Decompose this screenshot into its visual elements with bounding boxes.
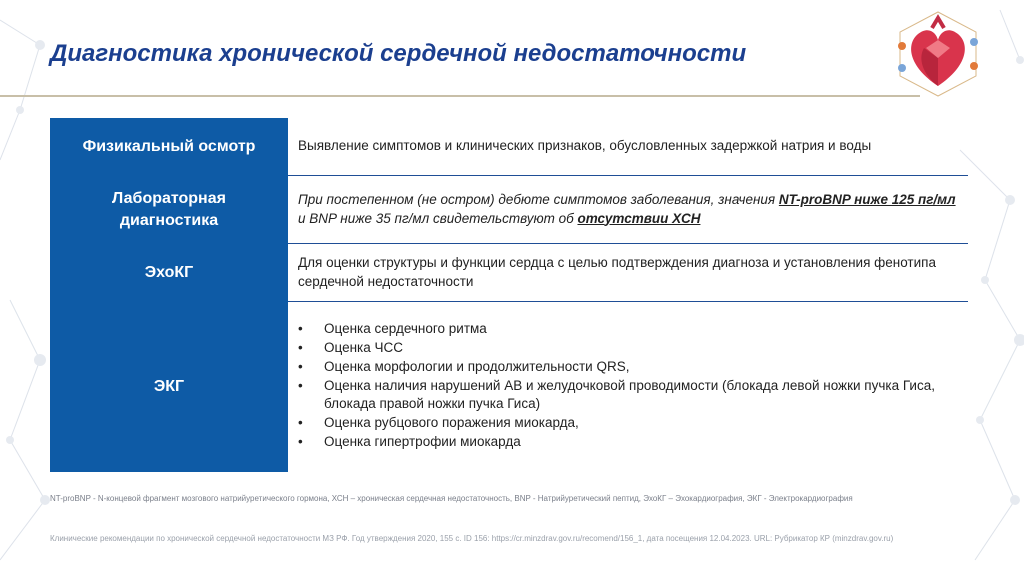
source-footnote: Клинические рекомендации по хронической сердечной недостаточности МЗ РФ. Год утверждения 2020, 155 с. ID 156: https://cr.minzdrav.gov.ru/recomend/156_1, дата посещения 12.04.2023. URL: Рубрикатор КР (minzdrav.gov.ru) [50, 534, 894, 543]
row-text-ecg [288, 302, 968, 470]
abbreviations-footnote: NT-proBNP - N-концевой фрагмент мозгового натрийуретического гормона, ХСН – хроническая сердечная недостаточность, BNP - Натрийуретический пептид, ЭхоКГ – Эхокардиография, ЭКГ - Электрокардиография [50, 494, 853, 503]
diagnostics-table [50, 118, 968, 470]
title-divider [0, 95, 920, 97]
lab-text-part-1: При постепенном (не остром) дебюте симптомов заболевания, значения [298, 191, 779, 207]
table-row [50, 176, 968, 244]
list-item: • Оценка морфологии и продолжительности QRS, [298, 358, 958, 377]
heart-logo-icon [888, 8, 988, 100]
lab-text-part-2: и BNP ниже 35 пг/мл свидетельствуют об [298, 210, 578, 226]
table-row [50, 302, 968, 470]
row-text-echocg: Для оценки структуры и функции сердца с целью подтверждения диагноза и установления фенотипа сердечной недостаточности [298, 254, 936, 289]
row-text-lab-diagnostics [288, 176, 968, 243]
row-label-echocg: ЭхоКГ [50, 244, 288, 303]
table-row [50, 244, 968, 302]
list-item: • Оценка ЧСС [298, 339, 958, 358]
list-item: • Оценка наличия нарушений АВ и желудочковой проводимости (блокада левой ножки пучка Гиса, блокада правой ножки пучка Гиса) [298, 377, 958, 415]
row-text-physical-exam: Выявление симптомов и клинических признаков, обусловленных задержкой натрия и воды [298, 138, 872, 154]
table-row [50, 118, 968, 176]
list-item: • Оценка сердечного ритма [298, 320, 958, 339]
row-label-physical-exam: Физикальный осмотр [50, 118, 288, 177]
row-label-ecg: ЭКГ [50, 302, 288, 472]
row-label-lab-diagnostics: Лабораторная диагностика [50, 176, 288, 245]
slide-title: Диагностика хронической сердечной недостаточности [50, 40, 747, 67]
ecg-bullet-list [298, 320, 958, 452]
lab-text-emphasis-2: отсутствии ХСН [577, 210, 701, 226]
list-item: • Оценка гипертрофии миокарда [298, 433, 958, 452]
list-item: • Оценка рубцового поражения миокарда, [298, 414, 958, 433]
lab-text-emphasis-1: NT-proBNP ниже 125 пг/мл [778, 191, 956, 207]
